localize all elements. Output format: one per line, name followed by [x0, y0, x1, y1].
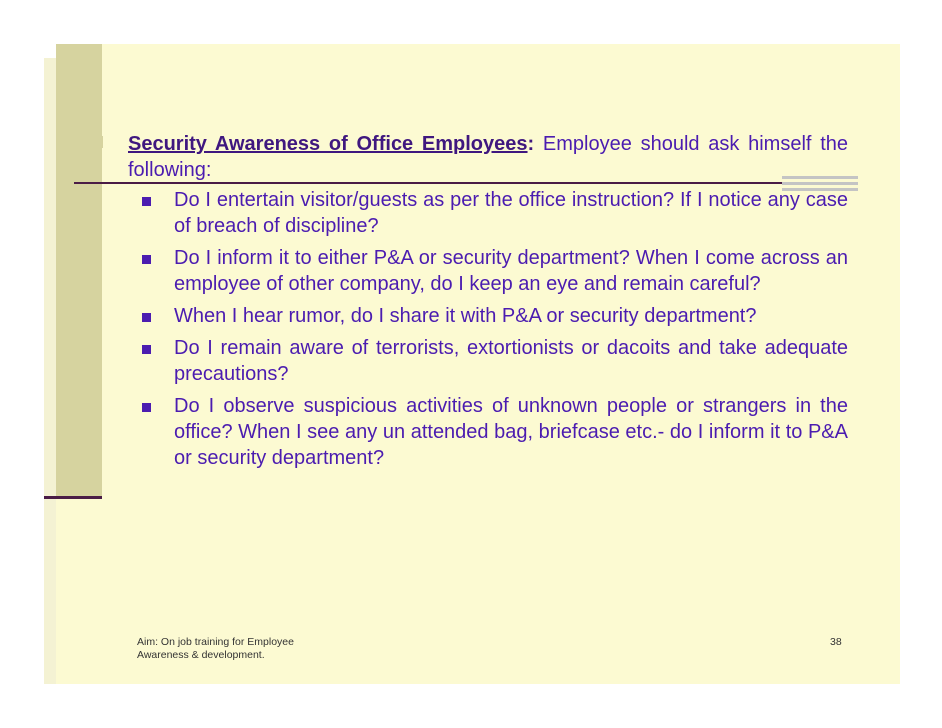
page-number: 38 [830, 636, 842, 648]
footer-aim-text: Aim: On job training for Employee Awareness & development. [137, 636, 294, 661]
square-bullet-icon [142, 313, 151, 322]
corner-notch [44, 44, 56, 58]
list-item [138, 393, 848, 471]
square-bullet-icon [142, 197, 151, 206]
heading-colon: : [527, 133, 535, 155]
intro-paragraph [128, 131, 848, 183]
list-item [138, 245, 848, 297]
list-item-text: Do I observe suspicious activities of unknown people or strangers in the office? When I see any un attended bag, briefcase etc.- do I inform it to P&A or security department? [174, 395, 848, 469]
left-bottom-rule [44, 496, 102, 499]
list-item-text: Do I inform it to either P&A or security department? When I come across an employee of other company, do I keep an eye and remain careful? [174, 247, 848, 295]
question-list [128, 187, 848, 471]
list-item [138, 187, 848, 239]
square-bullet-icon [142, 403, 151, 412]
list-item [138, 303, 848, 329]
slide-content [128, 131, 848, 471]
square-bullet-icon [142, 255, 151, 264]
left-edge-strip [44, 44, 56, 684]
slide-heading: Security Awareness of Office Employees [128, 133, 528, 155]
top-level-bullet-icon [92, 136, 103, 148]
list-item [138, 335, 848, 387]
list-item-text: Do I remain aware of terrorists, extortionists or dacoits and take adequate precautions? [174, 337, 848, 385]
list-item-text: When I hear rumor, do I share it with P&A or security department? [174, 305, 757, 327]
intro-text: Employee should ask himself the following: [128, 133, 849, 181]
square-bullet-icon [142, 345, 151, 354]
list-item-text: Do I entertain visitor/guests as per the office instruction? If I notice any case of breach of discipline? [174, 189, 848, 237]
